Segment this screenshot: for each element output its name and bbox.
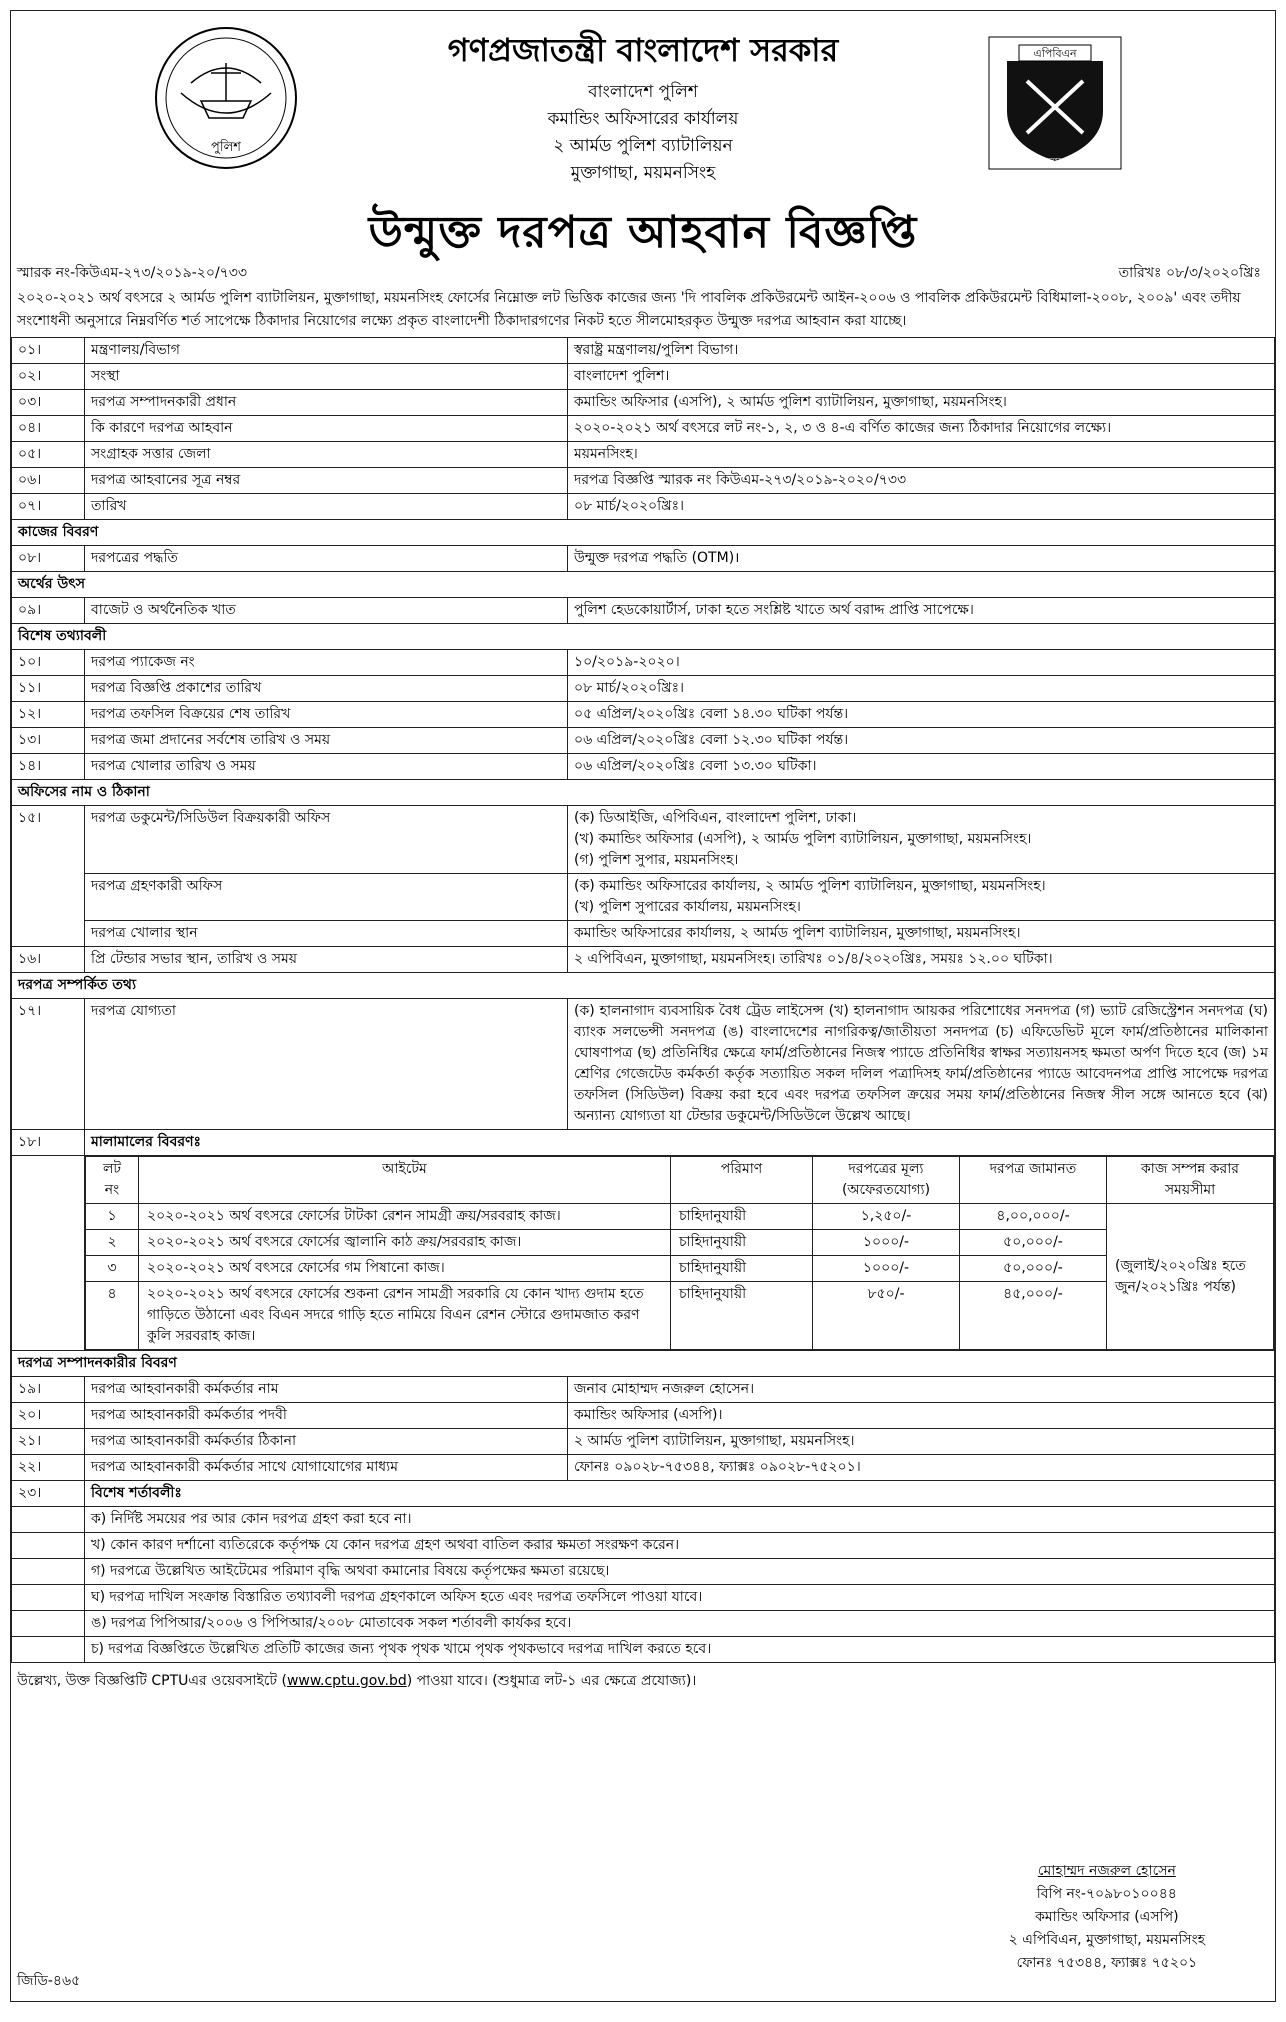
table-row: ১৬। প্রি টেন্ডার সভার স্থান, তারিখ ও সময় ২ এপিবিএন, মুক্তাগাছা, ময়মনসিংহ। তারিখঃ ০১/৪/২০২০খ্রিঃ, সময়ঃ ১২.০০ ঘটিকা। [12,947,1275,973]
section-heading: অর্থের উৎস [12,572,1275,598]
item-row: ২ ২০২০-২০২১ অর্থ বৎসরে ফোর্সের জ্বালানি কাঠ ক্রয়/সরবরাহ কাজ। চাহিদানুযায়ী ১০০০/- ৫০,০০০/- [86,1230,1274,1256]
term-row: গ) দরপত্রে উল্লেখিত আইটেমের পরিমাণ বৃদ্ধি অথবা কমানোর বিষয়ে কর্তৃপক্ষের ক্ষমতা রয়েছে। [12,1559,1275,1585]
term-row: খ) কোন কারণ দর্শানো ব্যতিরেকে কর্তৃপক্ষ যে কোন দরপত্র গ্রহণ অথবা বাতিল করার ক্ষমতা সংরক্ষণ করেন। [12,1533,1275,1559]
apbn-crossed-rifles-shield-icon [985,33,1125,173]
items-row [12,1156,1275,1351]
section-heading: অফিসের নাম ও ঠিকানা [12,780,1275,806]
signatory-designation: কমান্ডিং অফিসার (এসপি) [1035,1909,1179,1925]
tender-details-table [11,337,1275,1663]
notice-header [11,11,1275,258]
table-row: ০৫। সংগ্রাহক সত্তার জেলা ময়মনসিংহ। [12,442,1275,468]
table-row: ১৩। দরপত্র জমা প্রদানের সর্বশেষ তারিখ ও সময় ০৬ এপ্রিল/২০২০খ্রিঃ বেলা ১২.৩০ ঘটিকা পর্যন্ত। [12,728,1275,754]
table-row: ২২। দরপত্র আহবানকারী কর্মকর্তার সাথে যোগাযোগের মাধ্যম ফোনঃ ০৯০২৮-৭৫৩৪৪, ফ্যাক্সঃ ০৯০২৮-৭৫২০১। [12,1455,1275,1481]
table-row: ০৭। তারিখ ০৮ মার্চ/২০২০খ্রিঃ। [12,494,1275,520]
table-row: ০৯। বাজেট ও অর্থনৈতিক খাত পুলিশ হেডকোয়ার্টার্স, ঢাকা হতে সংশ্লিষ্ট খাতে অর্থ বরাদ্দ প্রাপ্তি সাপেক্ষে। [12,598,1275,624]
gd-code: জিডি-৪৬৫ [17,1973,81,1989]
signatory-phone: ফোনঃ ৭৫৩৪৪, ফ্যাক্সঃ ৭৫২০১ [1016,1955,1198,1971]
memo-number: স্মারক নং-কিউএম-২৭৩/২০১৯-২০/৭৩৩ [17,265,247,281]
signatory-address: ২ এপিবিএন, মুক্তাগাছা, ময়মনসিংহ [1008,1932,1205,1948]
signature-block [1009,1860,1205,1975]
table-row: ১৮। মালামালের বিবরণঃ [12,1130,1275,1156]
table-row: ১০। দরপত্র প্যাকেজ নং ১০/২০১৯-২০২০। [12,650,1275,676]
table-row: ১৯। দরপত্র আহবানকারী কর্মকর্তার নাম জনাব মোহাম্মদ নজরুল হোসেন। [12,1377,1275,1403]
table-row: ২৩। বিশেষ শর্তাবলীঃ [12,1481,1275,1507]
table-row: ০২। সংস্থা বাংলাদেশ পুলিশ। [12,364,1275,390]
svg-text:এপিবিএন: এপিবিএন [1033,47,1077,60]
table-row: ০৬। দরপত্র আহবানের সূত্র নম্বর দরপত্র বিজ্ঞপ্তি স্মারক নং কিউএম-২৭৩/২০১৯-২০২০/৭৩৩ [12,468,1275,494]
term-row: চ) দরপত্র বিজ্ঞপ্তিতে উল্লেখিত প্রতিটি কাজের জন্য পৃথক পৃথক খামে পৃথক পৃথকভাবে দরপত্র দাখিল করতে হবে। [12,1637,1275,1663]
items-table: লট নং আইটেম পরিমাণ দরপত্রের মূল্য (অফেরতযোগ্য) দরপত্র জামানত কাজ সম্পন্ন করার সময়সীমা ১ ২০২০-২০২১ অর্থ বৎসরে ফোর্সের টাটকা রেশন সামগ্রী ক্রয়/সরবরাহ কাজ। চাহিদানুযায়ী ১,২৫০/- ৪,০০,০০০/- (জুলাই/২০২০খ্রিঃ হতে জুন/২০২১খ্রিঃ পর্যন্ত) ২ ২০২০-২০২১ অর্থ বৎসরে ফোর্সের জ্বালানি কাঠ ক্রয়/সরবরাহ কাজ। চাহিদানুযায়ী ১০০০/- ৫০,০০০/- ৩ ২০২০-২০২১ অর্থ বৎসরে ফোর্সের গম পিষানো কাজ। চাহিদানুযায়ী ১০০০/- ৫০,০০০/- ৪ ২০২০-২০২১ অর্থ বৎসরে ফোর্সের শুকনা রেশন সামগ্রী সরকারি যে কোন খাদ্য গুদাম হতে গাড়িতে উঠানো এবং বিএন সদরে গাড়ি হতে নামিয়ে বিএন রেশন স্টোরে গুদামজাত করণ কুলি সরবরাহ কাজ। চাহিদানুযায়ী ৮৫০/- ৪৫,০০০/- [85,1156,1274,1350]
office-line: বাংলাদেশ পুলিশ [588,82,698,102]
cptu-website-link[interactable]: www.cptu.gov.bd [286,1673,407,1689]
term-row: ঘ) দরপত্র দাখিল সংক্রান্ত বিস্তারিত তথ্যাবলী দরপত্র গ্রহণকালে অফিস হতে এবং দরপত্র তফসিলে পাওয়া যাবে। [12,1585,1275,1611]
table-row: ২১। দরপত্র আহবানকারী কর্মকর্তার ঠিকানা ২ আর্মড পুলিশ ব্যাটালিয়ন, মুক্তাগাছা, ময়মনসিংহ। [12,1429,1275,1455]
office-line: ২ আর্মড পুলিশ ব্যাটালিয়ন [553,136,733,156]
section-heading: কাজের বিবরণ [12,520,1275,546]
cptu-note: উল্লেখ্য, উক্ত বিজ্ঞপ্তিটি CPTUএর ওয়েবসাইটে (www.cptu.gov.bd) পাওয়া যাবে। (শুধুমাত্র লট-১ এর ক্ষেত্রে প্রযোজ্য)। [17,1673,697,1689]
table-row: ১২। দরপত্র তফসিল বিক্রয়ের শেষ তারিখ ০৫ এপ্রিল/২০২০খ্রিঃ বেলা ১৪.৩০ ঘটিকা পর্যন্ত। [12,702,1275,728]
table-row: ১৫। দরপত্র ডকুমেন্ট/সিডিউল বিক্রয়কারী অফিস (ক) ডিআইজি, এপিবিএন, বাংলাদেশ পুলিশ, ঢাকা। (খ) কমান্ডিং অফিসার (এসপি), ২ আর্মড পুলিশ ব্যাটালিয়ন, মুক্তাগাছা, ময়মনসিংহ। (গ) পুলিশ সুপার, ময়মনসিংহ। [12,806,1275,874]
tender-notice-page [10,10,1276,2002]
section-heading: দরপত্র সম্পর্কিত তথ্য [12,973,1275,999]
item-row: ১ ২০২০-২০২১ অর্থ বৎসরে ফোর্সের টাটকা রেশন সামগ্রী ক্রয়/সরবরাহ কাজ। চাহিদানুযায়ী ১,২৫০/- ৪,০০,০০০/- (জুলাই/২০২০খ্রিঃ হতে জুন/২০২১খ্রিঃ পর্যন্ত) [86,1204,1274,1230]
item-row: ৩ ২০২০-২০২১ অর্থ বৎসরে ফোর্সের গম পিষানো কাজ। চাহিদানুযায়ী ১০০০/- ৫০,০০০/- [86,1256,1274,1282]
section-heading: দরপত্র সম্পাদনকারীর বিবরণ [12,1351,1275,1377]
office-line: কমান্ডিং অফিসারের কার্যালয় [547,109,739,129]
intro-paragraph: ২০২০-২০২১ অর্থ বৎসরে ২ আর্মড পুলিশ ব্যাটালিয়ন, মুক্তাগাছা, ময়মনসিংহ ফোর্সের নিম্নোক্ত লট ভিত্তিক কাজের জন্য 'দি পাবলিক প্রকিউরমেন্ট আইন-২০০৬ ও পাবলিক প্রকিউরমেন্ট বিধিমালা-২০০৮, ২০০৯' এবং তদীয় সংশোধনী অনুসারে নিম্নবর্ণিত শর্ত সাপেক্ষে ঠিকাদার নিয়োগের লক্ষ্যে প্রকৃত বাংলাদেশী ঠিকাদারগণের নিকট হতে সীলমোহরকৃত উন্মুক্ত দরপত্র আহবান করা যাচ্ছে। [17,290,1241,329]
notice-date: তারিখঃ ০৮/৩/২০২০খ্রিঃ [1118,265,1261,281]
term-row: ঙ) দরপত্র পিপিআর/২০০৬ ও পিপিআর/২০০৮ মোতাবেক সকল শর্তাবলী কার্যকর হবে। [12,1611,1275,1637]
table-row: ০৮। দরপত্রের পদ্ধতি উন্মুক্ত দরপত্র পদ্ধতি (OTM)। [12,546,1275,572]
government-title: গণপ্রজাতন্ত্রী বাংলাদেশ সরকার [447,31,839,69]
signatory-name: মোহাম্মদ নজরুল হোসেন [1037,1863,1176,1879]
table-row: ১৪। দরপত্র খোলার তারিখ ও সময় ০৬ এপ্রিল/২০২০খ্রিঃ বেলা ১৩.৩০ ঘটিকা। [12,754,1275,780]
office-line: মুক্তাগাছা, ময়মনসিংহ [570,163,716,183]
section-heading: বিশেষ তথ্যাবলী [12,624,1275,650]
table-row: ০৪। কি কারণে দরপত্র আহবান ২০২০-২০২১ অর্থ বৎসরে লট নং-১, ২, ৩ ও ৪-এ বর্ণিত কাজের জন্য ঠিকাদার নিয়োগের লক্ষ্যে। [12,416,1275,442]
table-row: ২০। দরপত্র আহবানকারী কর্মকর্তার পদবী কমান্ডিং অফিসার (এসপি)। [12,1403,1275,1429]
table-row: ১৭। দরপত্র যোগ্যতা (ক) হালনাগাদ ব্যবসায়িক বৈধ ট্রেড লাইসেন্স (খ) হালনাগাদ আয়কর পরিশোধের সনদপত্র (গ) ভ্যাট রেজিস্ট্রেশন সনদপত্র (ঘ) ব্যাংক সলভেন্সী সনদপত্র (ঙ) বাংলাদেশের নাগরিকত্ব/জাতীয়তা সনদপত্র (চ) এফিডেভিট মূলে ফার্ম/প্রতিষ্ঠানের মালিকানা ঘোষণাপত্র (ছ) প্রতিনিধির ক্ষেত্রে ফার্ম/প্রতিষ্ঠানের নিজস্ব প্যাডে প্রতিনিধির স্বাক্ষর সত্যায়নসহ ক্ষমতা অর্পণ দিতে হবে (জ) ১ম শ্রেণির গেজেটেড কর্মকর্তা কর্তৃক সত্যায়িত সকল দলিল পত্রাদিসহ ফার্ম/প্রতিষ্ঠানের প্যাডে আবেদনপত্র প্রাপ্তি সাপেক্ষে দরপত্র তফসিল (সিডিউল) বিক্রয় করা হবে এবং দরপত্র তফসিল ক্রয়ের সময় ফার্ম/প্রতিষ্ঠানের নিজস্ব সীল সঙ্গে আনতে হবে (ঝ) অন্যান্য যোগ্যতা যা টেন্ডার ডকুমেন্ট/সিডিউলে উল্লেখ আছে। [12,999,1275,1130]
table-row: দরপত্র খোলার স্থান কমান্ডিং অফিসারের কার্যালয়, ২ আর্মড পুলিশ ব্যাটালিয়ন, মুক্তাগাছা, ময়মনসিংহ। [12,921,1275,947]
svg-text:অপরাজেয়: অপরাজেয় [1033,157,1077,168]
signatory-bp: বিপি নং-৭০৯৮০১০০৪৪ [1036,1886,1177,1902]
table-row: দরপত্র গ্রহণকারী অফিস (ক) কমান্ডিং অফিসারের কার্যালয়, ২ আর্মড পুলিশ ব্যাটালিয়ন, মুক্তাগাছা, ময়মনসিংহ। (খ) পুলিশ সুপারের কার্যালয়, ময়মনসিংহ। [12,874,1275,921]
table-row: ১১। দরপত্র বিজ্ঞপ্তি প্রকাশের তারিখ ০৮ মার্চ/২০২০খ্রিঃ। [12,676,1275,702]
table-row: ০১। মন্ত্রণালয়/বিভাগ স্বরাষ্ট্র মন্ত্রণালয়/পুলিশ বিভাগ। [12,338,1275,364]
notice-title: উন্মুক্ত দরপত্র আহবান বিজ্ঞপ্তি [368,207,918,258]
term-row: ক) নির্দিষ্ট সময়ের পর আর কোন দরপত্র গ্রহণ করা হবে না। [12,1507,1275,1533]
table-row: ০৩। দরপত্র সম্পাদনকারী প্রধান কমান্ডিং অফিসার (এসপি), ২ আর্মড পুলিশ ব্যাটালিয়ন, মুক্তাগাছা, ময়মনসিংহ। [12,390,1275,416]
svg-text:পুলিশ: পুলিশ [211,140,241,155]
item-row: ৪ ২০২০-২০২১ অর্থ বৎসরে ফোর্সের শুকনা রেশন সামগ্রী সরকারি যে কোন খাদ্য গুদাম হতে গাড়িতে উঠানো এবং বিএন সদরে গাড়ি হতে নামিয়ে বিএন রেশন স্টোরে গুদামজাত করণ কুলি সরবরাহ কাজ। চাহিদানুযায়ী ৮৫০/- ৪৫,০০০/- [86,1282,1274,1350]
